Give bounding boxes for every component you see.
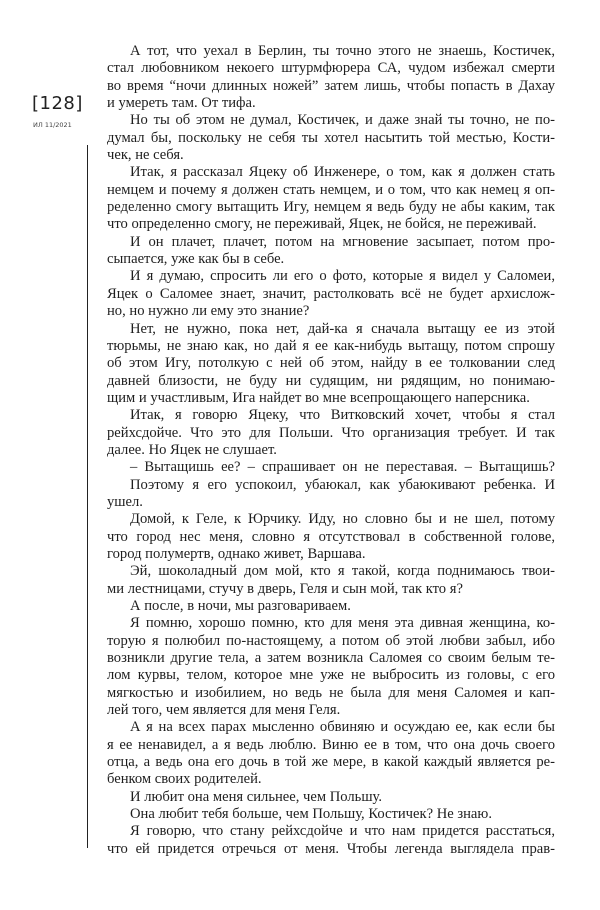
text-line: лей того, чем является для меня Геля. bbox=[107, 702, 341, 719]
text-line: торую я полюбил по-настоящему, а потом об этой любви забыл, ибо bbox=[107, 632, 555, 649]
text-line: И любит она меня сильнее, чем Польшу. bbox=[130, 788, 383, 805]
text-line: мягкостью и изобилием, но ведь не была для меня Саломея и кап- bbox=[107, 684, 555, 701]
text-line: стал любовником некоего штурмфюрера СА, чудом избежал смерти bbox=[107, 60, 555, 77]
text-line: что ей придется отречься от меня. Чтобы легенда выглядела прав- bbox=[107, 840, 555, 857]
text-line: Нет, не нужно, пока нет, дай-ка я сначала вытащу ее из этой bbox=[130, 320, 555, 337]
text-line: Яцек о Саломее знает, значит, растолковать всё не будет архислож- bbox=[107, 285, 555, 302]
text-line: ми лестницами, стучу в дверь, Геля и сын мой, так кто я? bbox=[107, 580, 463, 597]
text-line: тюрьмы, не знаю как, но дай я ее как-нибудь вытащу, потом спрошу bbox=[107, 337, 555, 354]
text-line: немцем и почему я должен стать немцем, и о том, что как немец я оп- bbox=[107, 181, 555, 198]
text-line: Я помню, хорошо помню, кто для меня эта дивная женщина, ко- bbox=[130, 615, 555, 632]
text-line: думал бы, поскольку не себя ты хотел насытить той местью, Кости- bbox=[107, 129, 555, 146]
text-line: чек, не себя. bbox=[107, 147, 184, 164]
text-line: город полумертв, однако живет, Варшава. bbox=[107, 545, 366, 562]
text-line: отца, а ведь она его дочь в той же мере, в какой каждый является ре- bbox=[107, 754, 555, 771]
text-line: что город нес меня, словно я отсутствовал в собственной голове, bbox=[107, 528, 555, 545]
text-line: – Вытащишь ее? – спрашивает он не переставая. – Вытащишь? bbox=[130, 459, 555, 476]
body-text bbox=[107, 43, 555, 858]
text-line: Поэтому я его успокоил, убаюкал, как убаюкивают ребенка. И bbox=[130, 476, 555, 493]
text-line: и умереть там. От тифа. bbox=[107, 95, 256, 112]
text-line: бенком своих родителей. bbox=[107, 771, 262, 788]
text-line: Итак, я говорю Яцеку, что Витковский хочет, чтобы я стал bbox=[130, 407, 555, 424]
text-line: А после, в ночи, мы разговариваем. bbox=[130, 598, 351, 614]
text-line: давней близости, не буду ни судящим, ни рядящим, но понимаю- bbox=[107, 372, 555, 389]
text-line: И я думаю, спросить ли его о фото, которые я видел у Саломеи, bbox=[130, 268, 555, 285]
text-line: Домой, к Геле, к Юрчику. Иду, но словно бы и не шел, потому bbox=[130, 511, 555, 528]
page-number: [128] bbox=[32, 93, 83, 114]
text-line: во время “ночи длинных ножей” затем лишь, чтобы попасть в Дахау bbox=[107, 77, 555, 94]
text-line: Итак, я рассказал Яцеку об Инженере, о том, как я должен стать bbox=[130, 164, 555, 181]
text-line: рейхсдойче. Что это для Польши. Что организация требует. И так bbox=[107, 424, 555, 441]
text-line: Но ты об этом не думал, Костичек, и даже знай ты точно, не по- bbox=[130, 112, 555, 129]
text-line: ушел. bbox=[107, 493, 143, 510]
text-line: но, но нужно ли ему это знание? bbox=[107, 303, 310, 320]
text-line: я ее ненавидел, а я ведь люблю. Виню ее в том, что она дочь своего bbox=[107, 736, 555, 753]
text-line: И он плачет, плачет, потом на мгновение засыпает, потом про- bbox=[130, 233, 555, 250]
text-line: далее. Но Яцек не слушает. bbox=[107, 441, 277, 458]
text-line: щим и участливым, Ига найдет во мне всепрощающего наперсника. bbox=[107, 389, 530, 406]
text-line: А тот, что уехал в Берлин, ты точно этого не знаешь, Костичек, bbox=[130, 43, 555, 59]
text-line: об этом Игу, потолкую с ней об этом, найду в ее толковании след bbox=[107, 355, 555, 372]
text-line: сыпается, уже как бы в себе. bbox=[107, 251, 285, 268]
text-line: Я говорю, что стану рейхсдойче и что нам придется расстаться, bbox=[130, 823, 555, 840]
text-line: А я на всех парах мысленно обвиняю и осуждаю ее, как если бы bbox=[130, 719, 555, 736]
issue-label: ИЛ 11/2021 bbox=[33, 121, 72, 129]
margin-rule bbox=[87, 145, 88, 848]
text-line: Эй, шоколадный дом мой, кто я такой, когда поднимаюсь твои- bbox=[130, 563, 555, 580]
text-line: ределенно смогу вытащить Игу, немцем я ведь буду не абы каким, так bbox=[107, 199, 555, 216]
text-line: Она любит тебя больше, чем Польшу, Костичек? Не знаю. bbox=[130, 806, 492, 823]
text-line: что определенно смогу, не переживай, Яцек, не бойся, не переживай. bbox=[107, 216, 537, 233]
text-line: возникли другие тела, а затем возникла Саломея со своим белым те- bbox=[107, 650, 555, 667]
text-line: лом курвы, телом, которое мне уже не выбросить из головы, с его bbox=[107, 667, 555, 684]
